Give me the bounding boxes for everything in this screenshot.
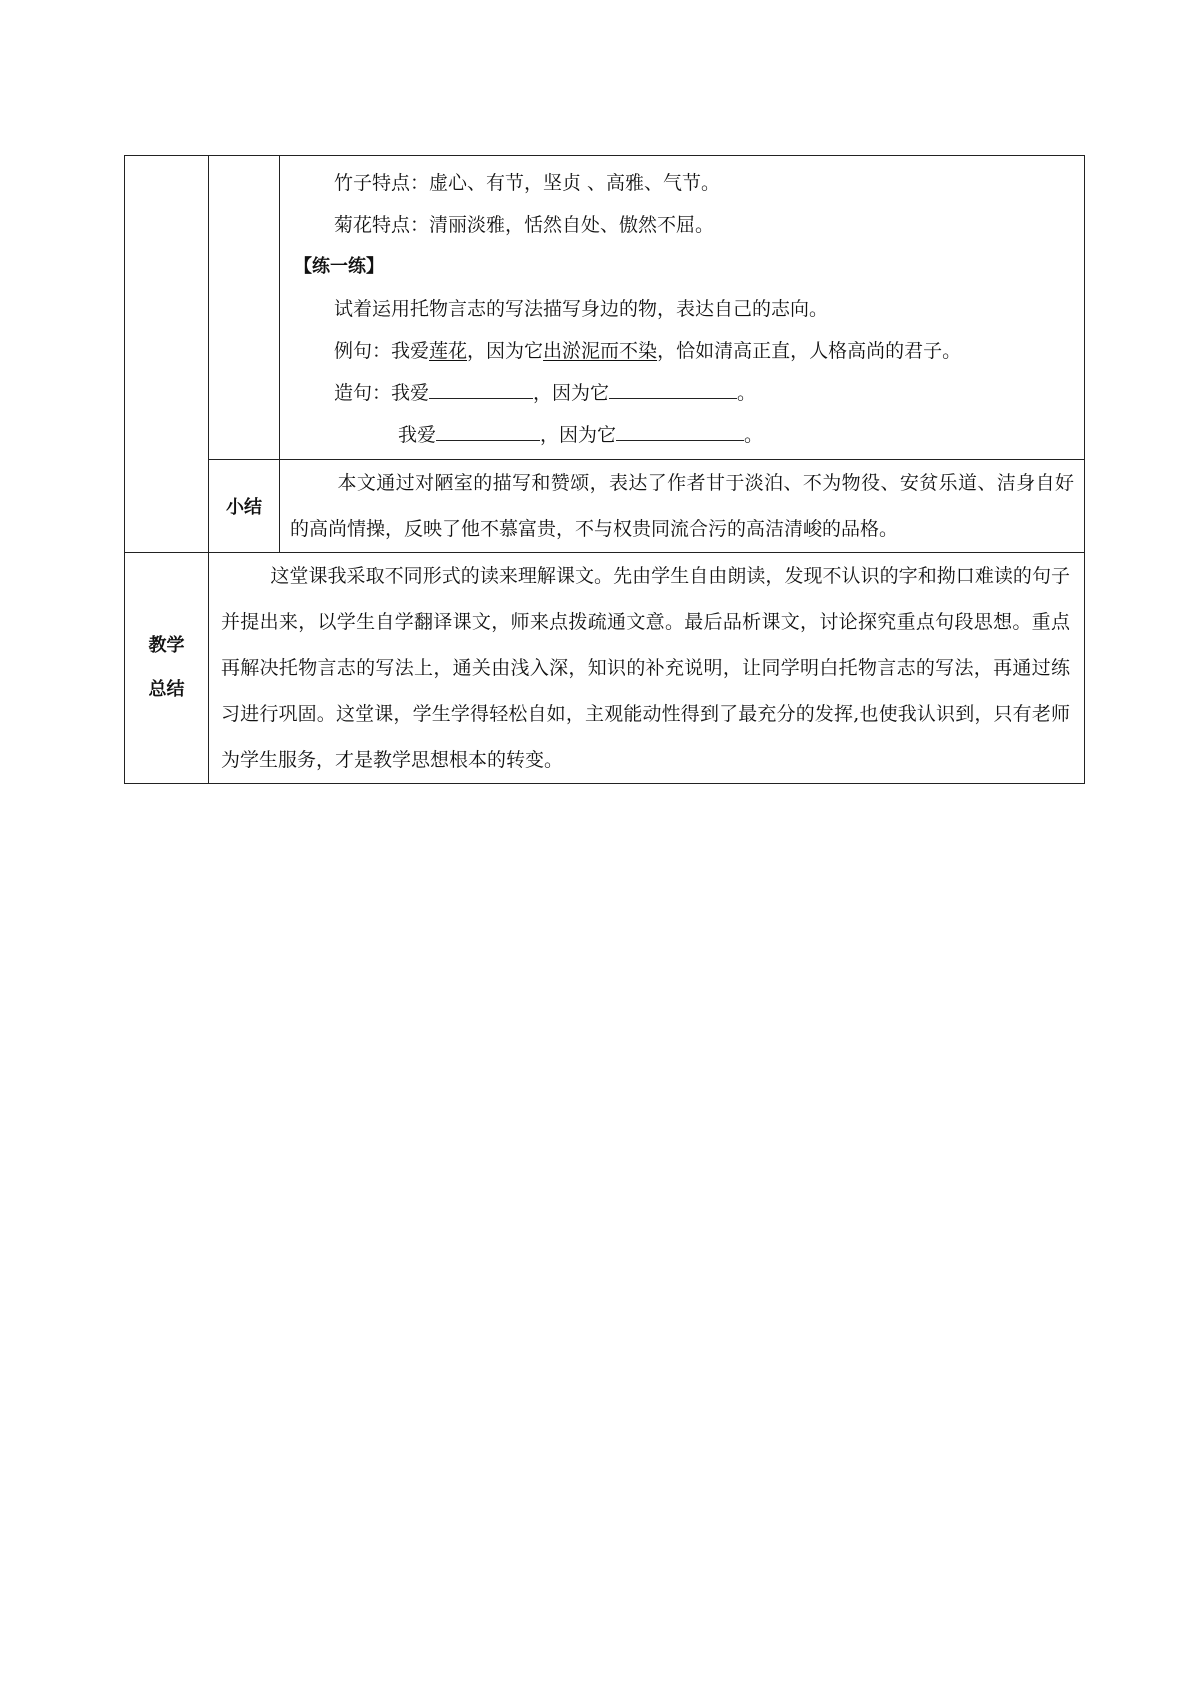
table-row-teaching-summary (125, 553, 1085, 784)
fill-blank (609, 374, 737, 399)
exercise-1-prefix: 造句：我爱 (334, 382, 430, 404)
example-trait: 出淤泥而不染 (543, 340, 658, 362)
exercise-2-middle: ，因为它 (540, 424, 617, 446)
fill-blank (436, 416, 540, 441)
exercise-2-prefix: 我爱 (398, 424, 437, 446)
empty-section-cell (125, 156, 209, 553)
fill-blank (616, 416, 744, 441)
empty-label-cell (209, 156, 280, 460)
summary-text (280, 460, 1085, 553)
exercise-2-suffix: 。 (744, 424, 764, 446)
chrysanthemum-traits: 菊花特点：清丽淡雅，恬然自处、傲然不屈。 (334, 214, 715, 236)
summary-label: 小结 (209, 460, 280, 553)
teaching-summary-label (125, 553, 209, 784)
teaching-summary-label-line-1: 教学 (148, 635, 185, 656)
fill-blank (429, 374, 533, 399)
teaching-summary-paragraph: 这堂课我采取不同形式的读来理解课文。先由学生自由朗读，发现不认识的字和拗口难读的句子并提出来，以学生自学翻译课文，师来点拨疏通文意。最后品析课文，讨论探究重点句段思想。重点再解决托物言志的写法上，通关由浅入深，知识的补充说明，让同学明白托物言志的写法，再通过练习进行巩固。这堂课，学生学得轻松自如，主观能动性得到了最充分的发挥,也使我认识到，只有老师为学生服务，才是教学思想根本的转变。 (221, 565, 1070, 771)
teaching-summary-label-line-2: 总结 (148, 679, 185, 700)
practice-instruction: 试着运用托物言志的写法描写身边的物，表达自己的志向。 (334, 298, 829, 320)
practice-heading: 【练一练】 (294, 256, 384, 277)
exercise-sentence-2 (334, 414, 1074, 456)
example-prefix: 例句：我爱 (334, 340, 430, 362)
content-cell (280, 156, 1085, 460)
example-object: 莲花 (429, 340, 468, 362)
summary-paragraph: 本文通过对陋室的描写和赞颂，表达了作者甘于淡泊、不为物役、安贫乐道、洁身自好的高尚情操，反映了他不慕富贵，不与权贵同流合污的高洁清峻的品格。 (290, 472, 1074, 540)
example-sentence (334, 330, 1074, 372)
teaching-summary-text (209, 553, 1085, 784)
content-block (280, 156, 1084, 456)
example-middle: ，因为它 (467, 340, 544, 362)
exercise-1-middle: ，因为它 (533, 382, 610, 404)
bamboo-traits: 竹子特点：虚心、有节，坚贞 、高雅、气节。 (334, 172, 721, 194)
example-suffix: ，恰如清高正直，人格高尚的君子。 (657, 340, 962, 362)
exercise-sentence-1 (334, 372, 1074, 414)
table-row-summary (125, 460, 1085, 553)
lesson-plan-table (124, 155, 1085, 784)
table-row-content (125, 156, 1085, 460)
exercise-1-suffix: 。 (737, 382, 757, 404)
